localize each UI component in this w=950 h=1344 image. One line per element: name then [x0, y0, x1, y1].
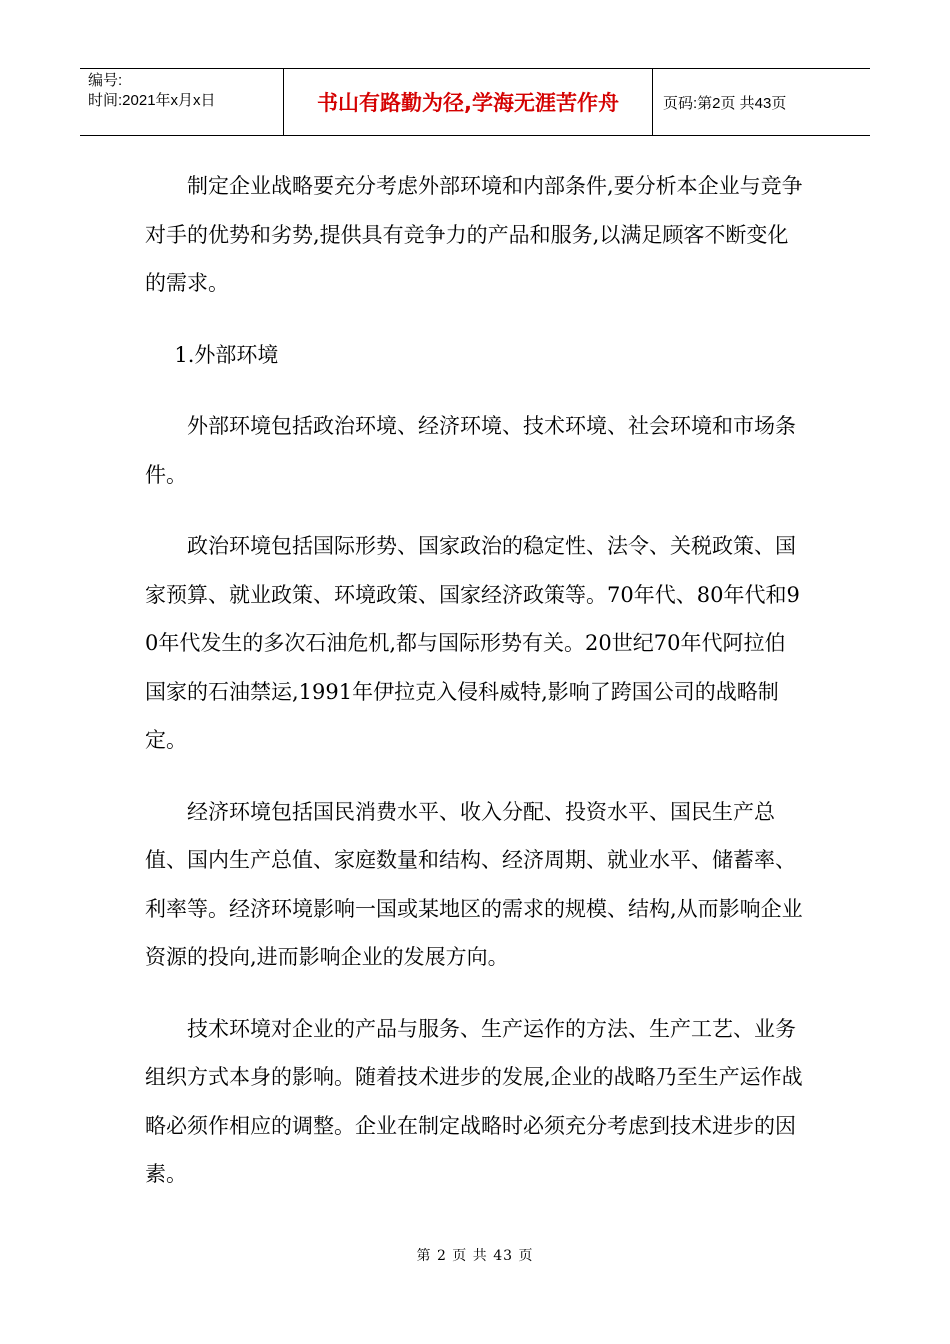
header-meta: [80, 69, 283, 135]
document-number-label: 编号:: [88, 72, 123, 89]
paragraph-external-overview: 外部环境包括政治环境、经济环境、技术环境、社会环境和市场条件。: [145, 414, 796, 487]
header-page-info: 页码:第2页 共43页: [663, 94, 787, 112]
page-footer: 第 2 页 共 43 页: [416, 1248, 534, 1264]
paragraph-political-environment: 政治环境包括国际形势、国家政治的稳定性、法令、关税政策、国家预算、就业政策、环境政策、国家经济政策等。70年代、80年代和90年代发生的多次石油危机,都与国际形势有关。20世纪70年代阿拉伯国家的石油禁运,1991年伊拉克入侵科威特,影响了跨国公司的战略制定。: [145, 534, 800, 752]
paragraph-intro: 制定企业战略要充分考虑外部环境和内部条件,要分析本企业与竞争对手的优势和劣势,提供具有竞争力的产品和服务,以满足顾客不断变化的需求。: [145, 174, 803, 295]
paragraph-technical-environment: 技术环境对企业的产品与服务、生产运作的方法、生产工艺、业务组织方式本身的影响。随着技术进步的发展,企业的战略乃至生产运作战略必须作相应的调整。企业在制定战略时必须充分考虑到技术进步的因素。: [145, 1016, 803, 1186]
page-header: [80, 68, 870, 136]
section-heading-external-environment: 1.外部环境: [174, 342, 279, 367]
header-motto: 书山有路勤为径,学海无涯苦作舟: [283, 69, 653, 135]
document-time-label: 时间:2021年x月x日: [88, 92, 216, 109]
paragraph-economic-environment: 经济环境包括国民消费水平、收入分配、投资水平、国民生产总值、国内生产总值、家庭数量和结构、经济周期、就业水平、储蓄率、利率等。经济环境影响一国或某地区的需求的规模、结构,从而影响企业资源的投向,进而影响企业的发展方向。: [145, 799, 803, 969]
document-body: [145, 162, 805, 1222]
